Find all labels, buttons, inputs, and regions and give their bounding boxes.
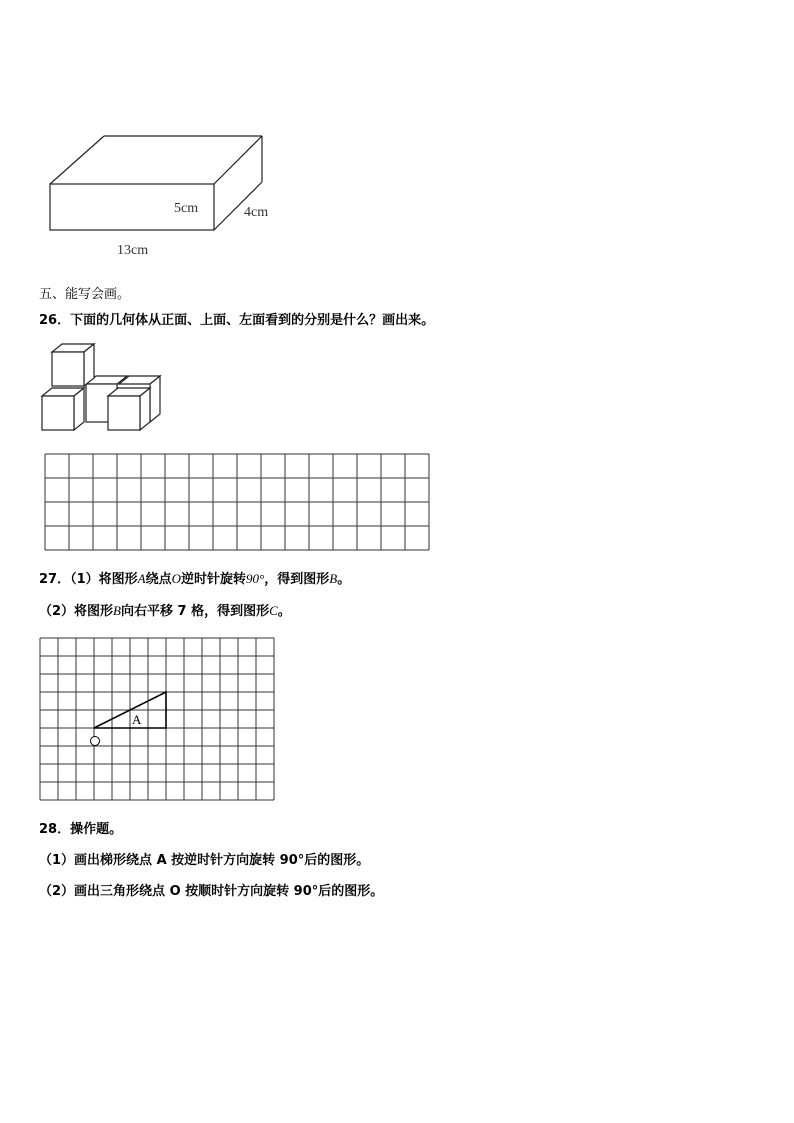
question-28-item1: （1）画出梯形绕点 A 按逆时针方向旋转 90°后的图形。 <box>39 853 370 868</box>
question-28-title: 28．操作题。 <box>39 822 123 837</box>
section-heading: 五、能写会画。 <box>39 287 131 302</box>
question-26-text: 26．下面的几何体从正面、上面、左面看到的分别是什么？画出来。 <box>39 313 435 328</box>
q27-angle: 90° <box>246 571 265 586</box>
question-27-line1 <box>39 571 350 588</box>
q27-line2-end: 。 <box>277 604 291 619</box>
q27-point-o: O <box>171 571 181 586</box>
question-27-line2 <box>39 603 291 620</box>
q27-shape-a: A <box>137 571 146 586</box>
stacked-cubes-figure <box>0 330 200 440</box>
q27-line2-prefix: （2）将图形 <box>39 604 114 619</box>
q27-line1-prefix: 27．（1）将图形 <box>39 572 138 587</box>
q27-line1-end: 。 <box>337 572 351 587</box>
q27-shape-c: C <box>269 603 278 618</box>
q27-line1-mid2: 逆时针旋转 <box>181 572 247 587</box>
q27-grid[interactable] <box>0 630 300 810</box>
q27-shape-b: B <box>329 571 338 586</box>
q26-answer-grid[interactable] <box>0 450 400 550</box>
question-28-item2: （2）画出三角形绕点 O 按顺时针方向旋转 90°后的图形。 <box>39 884 384 899</box>
point-o-marker <box>91 737 100 746</box>
q27-line1-mid1: 绕点 <box>145 572 172 587</box>
q27-line2-mid: 向右平移 7 格，得到图形 <box>121 604 270 619</box>
height-label: 5cm <box>174 201 199 216</box>
q27-shape-b-2: B <box>113 603 121 618</box>
triangle-a-label: A <box>132 712 142 727</box>
length-label: 13cm <box>117 243 149 258</box>
depth-label: 4cm <box>244 205 269 220</box>
q27-line1-mid3: ，得到图形 <box>264 572 330 587</box>
